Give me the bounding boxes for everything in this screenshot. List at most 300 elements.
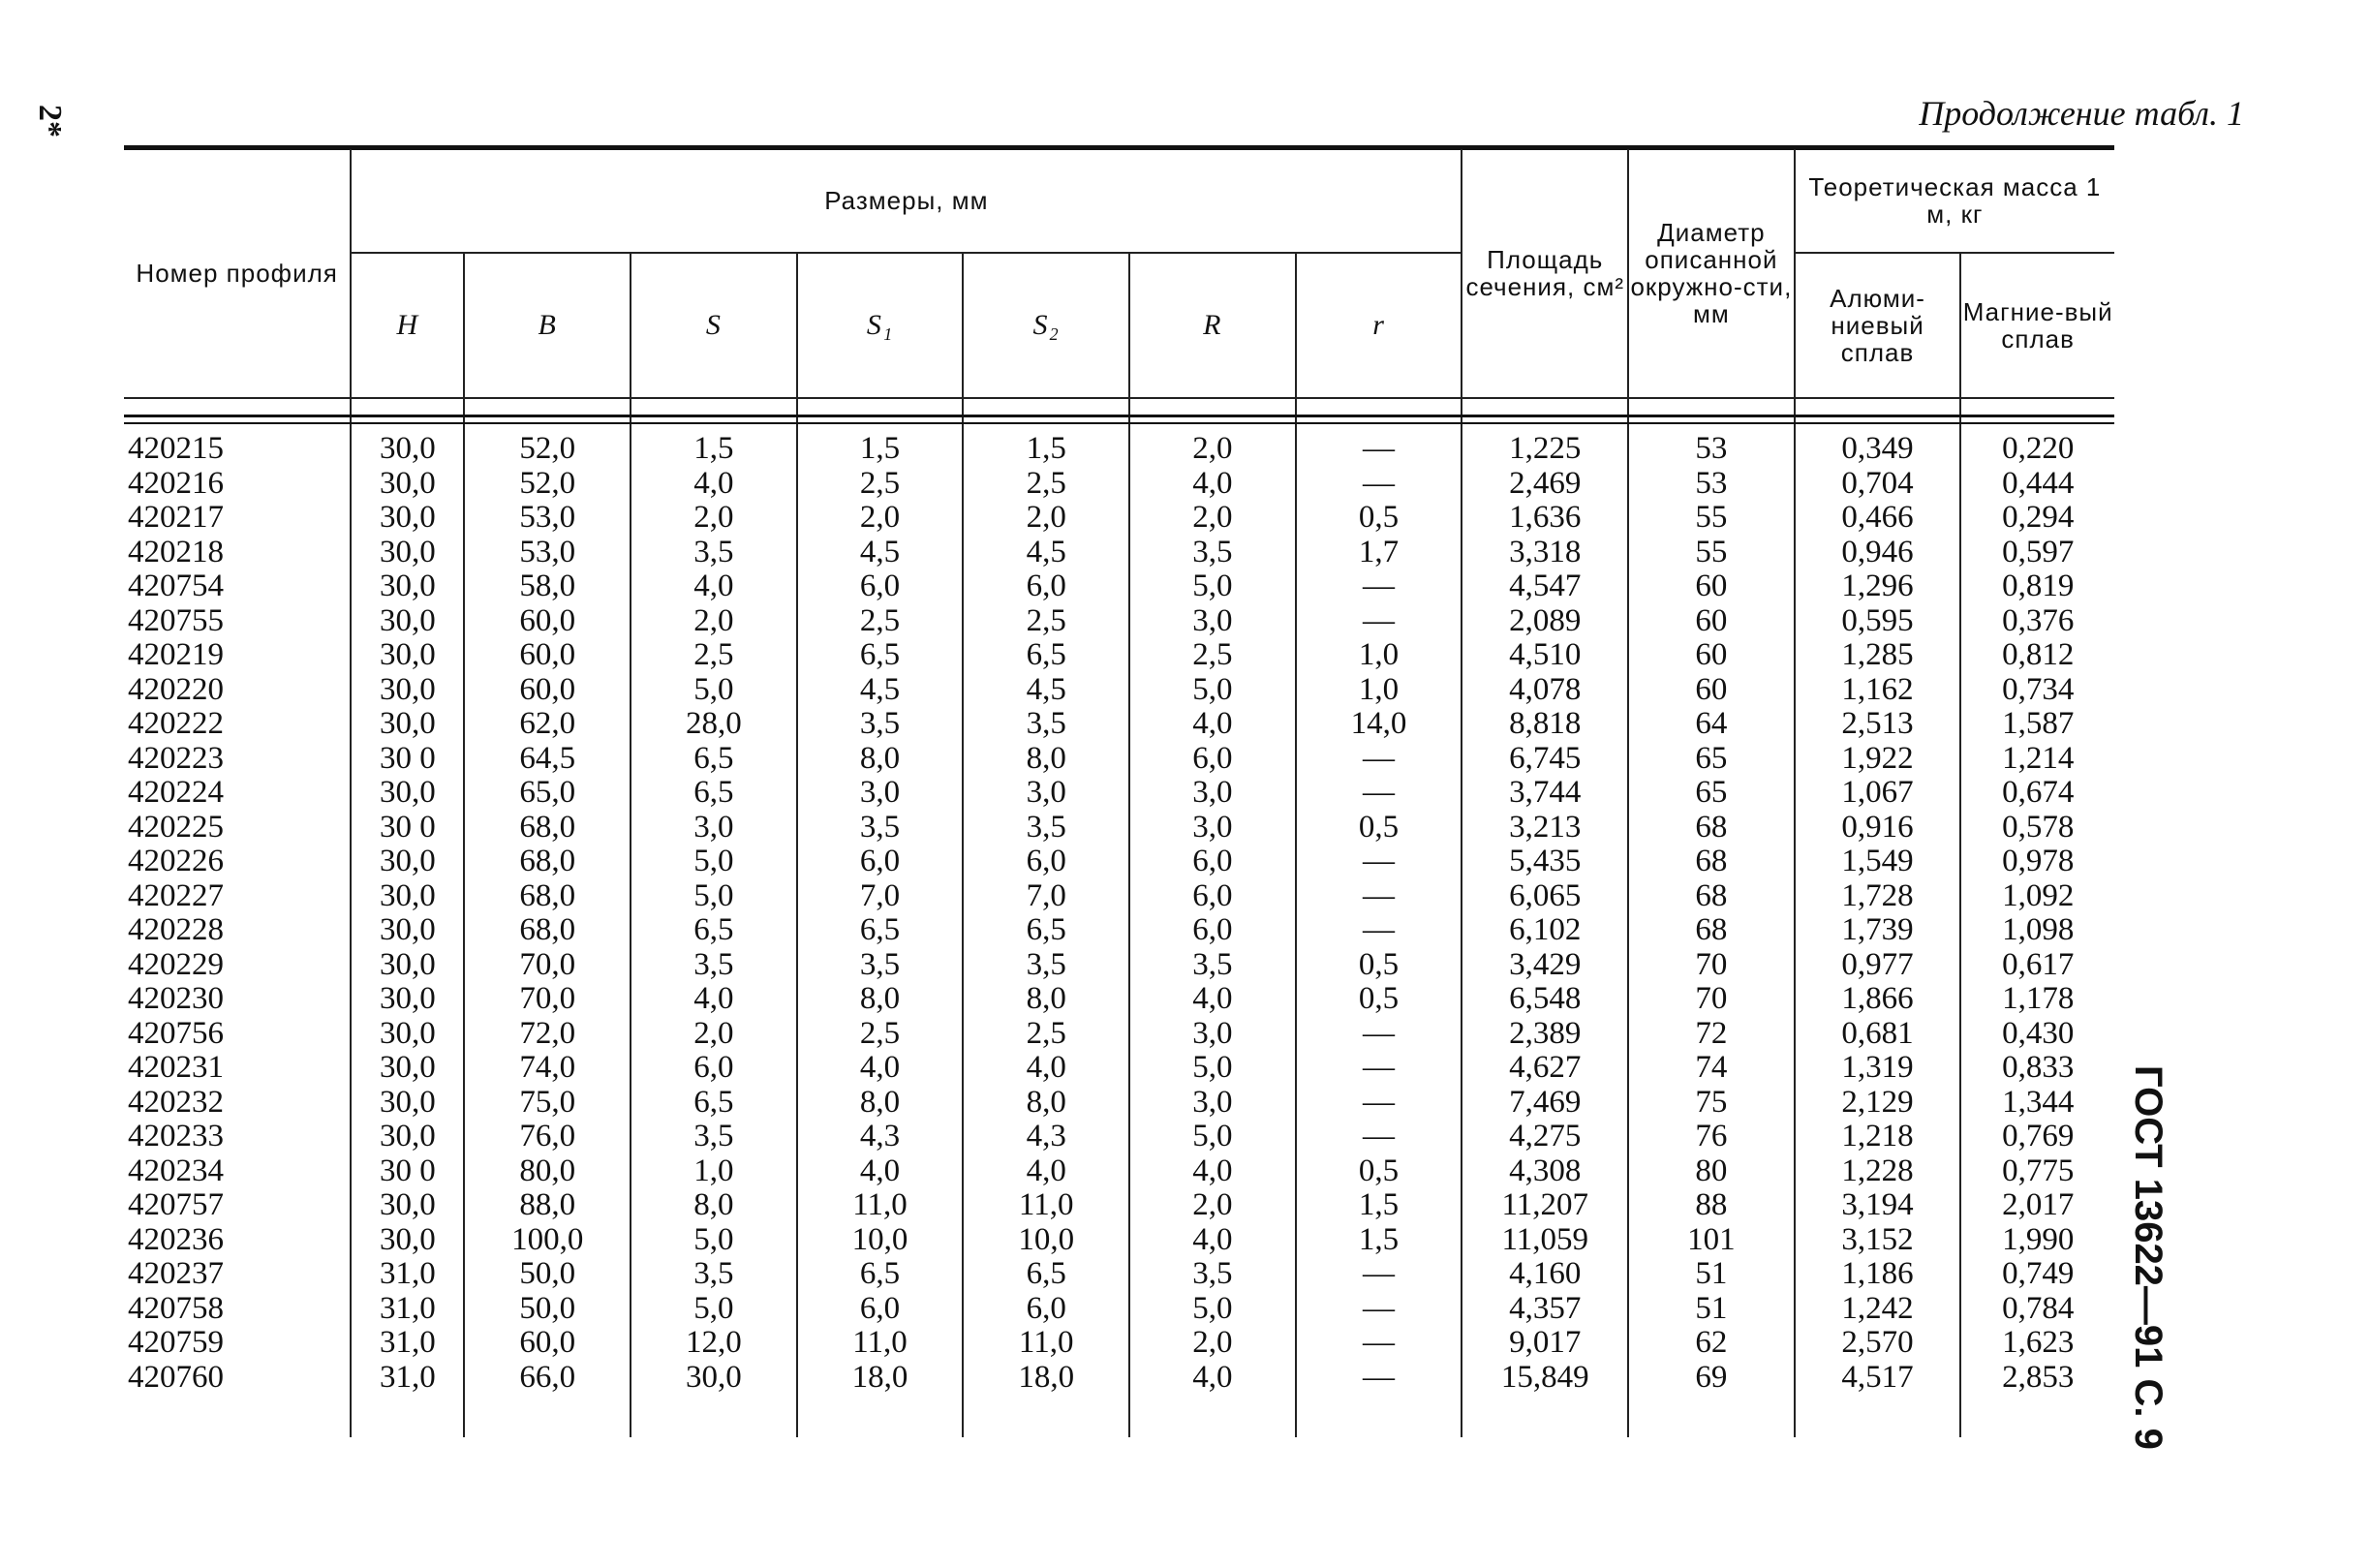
cell-alu: 1,162 (1795, 673, 1961, 708)
cell-profile: 420759 (124, 1326, 351, 1361)
cell-profile: 420224 (124, 776, 351, 811)
cell-S: 5,0 (631, 879, 797, 914)
cell-alu: 2,513 (1795, 707, 1961, 742)
cell-diameter: 70 (1628, 948, 1795, 983)
cell-alu: 2,129 (1795, 1086, 1961, 1121)
cell-R: 4,0 (1129, 707, 1296, 742)
cell-r: 1,5 (1296, 1223, 1462, 1258)
cell-diameter: 76 (1628, 1120, 1795, 1154)
cell-mag: 0,775 (1960, 1154, 2114, 1189)
cell-profile: 420215 (124, 432, 351, 467)
cell-profile: 420216 (124, 467, 351, 502)
cell-S1: 8,0 (797, 742, 964, 777)
cell-alu: 3,152 (1795, 1223, 1961, 1258)
header-diameter: Диаметр описанной окружно-сти, мм (1628, 149, 1795, 398)
cell-B: 60,0 (464, 673, 631, 708)
cell-diameter: 68 (1628, 879, 1795, 914)
cell-R: 4,0 (1129, 982, 1296, 1017)
cell-S2: 4,0 (963, 1154, 1129, 1189)
cell-R: 5,0 (1129, 1292, 1296, 1327)
cell-S2: 18,0 (963, 1361, 1129, 1396)
cell-B: 64,5 (464, 742, 631, 777)
cell-R: 3,5 (1129, 1257, 1296, 1292)
cell-H: 30,0 (351, 1188, 464, 1223)
table-row (124, 707, 2114, 742)
header-mass: Теоретическая масса 1 м, кг (1795, 149, 2114, 253)
cell-r: — (1296, 1292, 1462, 1327)
cell-S1: 8,0 (797, 1086, 964, 1121)
cell-mag: 0,294 (1960, 501, 2114, 536)
cell-r: — (1296, 879, 1462, 914)
cell-B: 62,0 (464, 707, 631, 742)
cell-alu: 0,466 (1795, 501, 1961, 536)
cell-diameter: 53 (1628, 467, 1795, 502)
cell-profile: 420754 (124, 569, 351, 604)
cell-S: 6,5 (631, 913, 797, 948)
cell-S2: 4,5 (963, 673, 1129, 708)
cell-S: 4,0 (631, 569, 797, 604)
cell-R: 4,0 (1129, 467, 1296, 502)
cell-r: 1,7 (1296, 536, 1462, 570)
cell-area: 3,744 (1462, 776, 1628, 811)
cell-B: 50,0 (464, 1292, 631, 1327)
cell-S1: 2,5 (797, 467, 964, 502)
cell-S2: 6,0 (963, 1292, 1129, 1327)
cell-profile: 420756 (124, 1017, 351, 1052)
header-S: S (631, 253, 797, 398)
cell-H: 30,0 (351, 1086, 464, 1121)
cell-mag: 0,376 (1960, 604, 2114, 639)
cell-diameter: 51 (1628, 1257, 1795, 1292)
cell-r: — (1296, 742, 1462, 777)
cell-area: 4,357 (1462, 1292, 1628, 1327)
cell-mag: 1,178 (1960, 982, 2114, 1017)
cell-S2: 3,0 (963, 776, 1129, 811)
cell-S: 6,5 (631, 742, 797, 777)
cell-S: 5,0 (631, 1223, 797, 1258)
table-row (124, 501, 2114, 536)
cell-H: 31,0 (351, 1361, 464, 1396)
cell-S1: 4,0 (797, 1154, 964, 1189)
cell-S2: 8,0 (963, 742, 1129, 777)
cell-profile: 420230 (124, 982, 351, 1017)
table-row (124, 879, 2114, 914)
cell-H: 30 0 (351, 1154, 464, 1189)
table-row (124, 1188, 2114, 1223)
cell-alu: 1,186 (1795, 1257, 1961, 1292)
cell-r: 0,5 (1296, 982, 1462, 1017)
cell-S1: 10,0 (797, 1223, 964, 1258)
cell-H: 31,0 (351, 1257, 464, 1292)
cell-diameter: 60 (1628, 673, 1795, 708)
cell-area: 1,636 (1462, 501, 1628, 536)
cell-area: 4,510 (1462, 638, 1628, 673)
cell-H: 30,0 (351, 845, 464, 879)
cell-R: 5,0 (1129, 1120, 1296, 1154)
cell-mag: 0,784 (1960, 1292, 2114, 1327)
table-row (124, 948, 2114, 983)
cell-B: 60,0 (464, 604, 631, 639)
cell-S1: 3,5 (797, 707, 964, 742)
cell-H: 30,0 (351, 707, 464, 742)
cell-S: 8,0 (631, 1188, 797, 1223)
cell-mag: 1,098 (1960, 913, 2114, 948)
cell-S2: 2,5 (963, 1017, 1129, 1052)
cell-S: 6,0 (631, 1051, 797, 1086)
cell-B: 68,0 (464, 913, 631, 948)
cell-diameter: 60 (1628, 638, 1795, 673)
table-row (124, 776, 2114, 811)
cell-profile: 420219 (124, 638, 351, 673)
table-row (124, 982, 2114, 1017)
cell-alu: 0,681 (1795, 1017, 1961, 1052)
cell-diameter: 101 (1628, 1223, 1795, 1258)
cell-mag: 1,214 (1960, 742, 2114, 777)
cell-S2: 6,5 (963, 1257, 1129, 1292)
cell-area: 6,745 (1462, 742, 1628, 777)
cell-area: 4,627 (1462, 1051, 1628, 1086)
cell-r: — (1296, 1326, 1462, 1361)
cell-diameter: 80 (1628, 1154, 1795, 1189)
cell-H: 31,0 (351, 1292, 464, 1327)
cell-area: 3,213 (1462, 811, 1628, 845)
cell-H: 30,0 (351, 982, 464, 1017)
table-row (124, 742, 2114, 777)
cell-S1: 4,5 (797, 536, 964, 570)
cell-mag: 2,853 (1960, 1361, 2114, 1396)
cell-H: 30,0 (351, 536, 464, 570)
cell-profile: 420225 (124, 811, 351, 845)
cell-mag: 0,812 (1960, 638, 2114, 673)
header-mag: Магние-вый сплав (1960, 253, 2114, 398)
cell-mag: 0,430 (1960, 1017, 2114, 1052)
cell-diameter: 65 (1628, 742, 1795, 777)
cell-alu: 1,296 (1795, 569, 1961, 604)
cell-mag: 1,587 (1960, 707, 2114, 742)
header-dimensions: Размеры, мм (351, 149, 1462, 253)
cell-S2: 2,5 (963, 604, 1129, 639)
header-rule-1 (124, 415, 2114, 417)
cell-diameter: 65 (1628, 776, 1795, 811)
cell-r: 0,5 (1296, 948, 1462, 983)
cell-r: — (1296, 1017, 1462, 1052)
cell-H: 30,0 (351, 467, 464, 502)
cell-H: 30,0 (351, 776, 464, 811)
cell-S2: 4,5 (963, 536, 1129, 570)
cell-R: 4,0 (1129, 1223, 1296, 1258)
cell-S2: 3,5 (963, 707, 1129, 742)
cell-r: 1,0 (1296, 673, 1462, 708)
cell-R: 3,0 (1129, 776, 1296, 811)
header-alu: Алюми-ниевый сплав (1795, 253, 1961, 398)
cell-diameter: 74 (1628, 1051, 1795, 1086)
cell-S: 30,0 (631, 1361, 797, 1396)
cell-area: 1,225 (1462, 432, 1628, 467)
cell-area: 6,548 (1462, 982, 1628, 1017)
cell-mag: 2,017 (1960, 1188, 2114, 1223)
cell-R: 6,0 (1129, 879, 1296, 914)
cell-mag: 1,990 (1960, 1223, 2114, 1258)
cell-S2: 4,0 (963, 1051, 1129, 1086)
cell-profile: 420223 (124, 742, 351, 777)
cell-alu: 1,866 (1795, 982, 1961, 1017)
cell-diameter: 68 (1628, 913, 1795, 948)
cell-B: 53,0 (464, 536, 631, 570)
table-row (124, 673, 2114, 708)
cell-R: 2,5 (1129, 638, 1296, 673)
standard-title: ГОСТ 13622—91 С. 9 (2127, 1065, 2170, 1450)
cell-B: 53,0 (464, 501, 631, 536)
cell-S1: 1,5 (797, 432, 964, 467)
cell-H: 30,0 (351, 638, 464, 673)
cell-B: 68,0 (464, 879, 631, 914)
cell-S: 4,0 (631, 467, 797, 502)
cell-S1: 2,5 (797, 1017, 964, 1052)
cell-diameter: 60 (1628, 569, 1795, 604)
cell-S: 5,0 (631, 845, 797, 879)
cell-R: 2,0 (1129, 1188, 1296, 1223)
cell-alu: 0,916 (1795, 811, 1961, 845)
cell-S2: 4,3 (963, 1120, 1129, 1154)
cell-B: 100,0 (464, 1223, 631, 1258)
cell-B: 50,0 (464, 1257, 631, 1292)
cell-profile: 420229 (124, 948, 351, 983)
cell-diameter: 62 (1628, 1326, 1795, 1361)
cell-mag: 0,674 (1960, 776, 2114, 811)
cell-H: 30,0 (351, 604, 464, 639)
cell-H: 30,0 (351, 569, 464, 604)
cell-alu: 1,067 (1795, 776, 1961, 811)
cell-H: 30 0 (351, 811, 464, 845)
table-body (124, 398, 2114, 1437)
cell-S: 1,5 (631, 432, 797, 467)
cell-mag: 0,769 (1960, 1120, 2114, 1154)
cell-mag: 0,819 (1960, 569, 2114, 604)
cell-S: 2,0 (631, 1017, 797, 1052)
cell-r: — (1296, 432, 1462, 467)
cell-mag: 0,734 (1960, 673, 2114, 708)
cell-r: — (1296, 913, 1462, 948)
cell-S1: 3,5 (797, 948, 964, 983)
cell-S1: 18,0 (797, 1361, 964, 1396)
cell-B: 60,0 (464, 1326, 631, 1361)
cell-B: 72,0 (464, 1017, 631, 1052)
cell-S2: 6,5 (963, 638, 1129, 673)
cell-alu: 1,728 (1795, 879, 1961, 914)
cell-H: 30,0 (351, 1120, 464, 1154)
cell-S1: 6,5 (797, 913, 964, 948)
table-row (124, 569, 2114, 604)
cell-alu: 0,946 (1795, 536, 1961, 570)
cell-S: 3,5 (631, 1120, 797, 1154)
cell-mag: 0,833 (1960, 1051, 2114, 1086)
cell-H: 30,0 (351, 432, 464, 467)
cell-profile: 420227 (124, 879, 351, 914)
cell-S: 5,0 (631, 673, 797, 708)
cell-area: 9,017 (1462, 1326, 1628, 1361)
table-row (124, 432, 2114, 467)
cell-H: 30,0 (351, 948, 464, 983)
cell-profile: 420220 (124, 673, 351, 708)
cell-alu: 4,517 (1795, 1361, 1961, 1396)
cell-S1: 6,0 (797, 1292, 964, 1327)
cell-R: 6,0 (1129, 913, 1296, 948)
cell-alu: 0,977 (1795, 948, 1961, 983)
cell-R: 5,0 (1129, 673, 1296, 708)
cell-area: 3,429 (1462, 948, 1628, 983)
cell-S: 2,0 (631, 501, 797, 536)
cell-r: — (1296, 569, 1462, 604)
header-H: H (351, 253, 464, 398)
cell-R: 3,0 (1129, 811, 1296, 845)
cell-area: 7,469 (1462, 1086, 1628, 1121)
cell-diameter: 68 (1628, 845, 1795, 879)
cell-B: 52,0 (464, 467, 631, 502)
cell-S2: 8,0 (963, 982, 1129, 1017)
cell-alu: 1,218 (1795, 1120, 1961, 1154)
cell-diameter: 88 (1628, 1188, 1795, 1223)
table-row (124, 1361, 2114, 1396)
cell-S: 2,0 (631, 604, 797, 639)
cell-R: 3,0 (1129, 604, 1296, 639)
cell-r: — (1296, 1361, 1462, 1396)
cell-r: — (1296, 845, 1462, 879)
header-profile: Номер профиля (124, 149, 351, 398)
cell-S: 12,0 (631, 1326, 797, 1361)
cell-S1: 4,5 (797, 673, 964, 708)
cell-S2: 10,0 (963, 1223, 1129, 1258)
cell-profile: 420231 (124, 1051, 351, 1086)
cell-alu: 1,739 (1795, 913, 1961, 948)
cell-profile: 420237 (124, 1257, 351, 1292)
cell-profile: 420236 (124, 1223, 351, 1258)
cell-B: 70,0 (464, 948, 631, 983)
cell-H: 31,0 (351, 1326, 464, 1361)
cell-B: 70,0 (464, 982, 631, 1017)
cell-B: 58,0 (464, 569, 631, 604)
cell-S1: 11,0 (797, 1188, 964, 1223)
cell-area: 4,275 (1462, 1120, 1628, 1154)
cell-area: 8,818 (1462, 707, 1628, 742)
cell-S: 3,0 (631, 811, 797, 845)
table-row (124, 1120, 2114, 1154)
cell-profile: 420217 (124, 501, 351, 536)
cell-R: 3,0 (1129, 1086, 1296, 1121)
table-row (124, 1017, 2114, 1052)
cell-r: — (1296, 1120, 1462, 1154)
cell-B: 60,0 (464, 638, 631, 673)
cell-S2: 6,5 (963, 913, 1129, 948)
cell-profile: 420234 (124, 1154, 351, 1189)
continuation-caption: Продолжение табл. 1 (1919, 94, 2244, 133)
cell-alu: 3,194 (1795, 1188, 1961, 1223)
cell-r: — (1296, 467, 1462, 502)
cell-B: 68,0 (464, 811, 631, 845)
cell-diameter: 68 (1628, 811, 1795, 845)
cell-H: 30,0 (351, 1051, 464, 1086)
cell-R: 3,5 (1129, 948, 1296, 983)
header-B: B (464, 253, 631, 398)
cell-alu: 1,922 (1795, 742, 1961, 777)
cell-profile: 420218 (124, 536, 351, 570)
cell-S2: 1,5 (963, 432, 1129, 467)
header-S2: S₂ (963, 253, 1129, 398)
cell-area: 4,160 (1462, 1257, 1628, 1292)
cell-S1: 11,0 (797, 1326, 964, 1361)
cell-area: 6,065 (1462, 879, 1628, 914)
cell-diameter: 69 (1628, 1361, 1795, 1396)
cell-S1: 2,0 (797, 501, 964, 536)
cell-B: 75,0 (464, 1086, 631, 1121)
cell-S1: 2,5 (797, 604, 964, 639)
cell-R: 3,5 (1129, 536, 1296, 570)
cell-R: 4,0 (1129, 1154, 1296, 1189)
cell-S1: 6,5 (797, 1257, 964, 1292)
cell-S: 6,5 (631, 1086, 797, 1121)
cell-S1: 7,0 (797, 879, 964, 914)
cell-r: 14,0 (1296, 707, 1462, 742)
cell-S: 4,0 (631, 982, 797, 1017)
cell-mag: 1,623 (1960, 1326, 2114, 1361)
table-row (124, 638, 2114, 673)
cell-S: 2,5 (631, 638, 797, 673)
table-row (124, 1051, 2114, 1086)
cell-alu: 1,228 (1795, 1154, 1961, 1189)
cell-R: 2,0 (1129, 1326, 1296, 1361)
table-row (124, 845, 2114, 879)
cell-S: 5,0 (631, 1292, 797, 1327)
cell-H: 30,0 (351, 1223, 464, 1258)
cell-H: 30,0 (351, 879, 464, 914)
cell-alu: 1,285 (1795, 638, 1961, 673)
cell-profile: 420758 (124, 1292, 351, 1327)
cell-H: 30,0 (351, 1017, 464, 1052)
cell-B: 68,0 (464, 845, 631, 879)
cell-diameter: 60 (1628, 604, 1795, 639)
cell-r: — (1296, 1257, 1462, 1292)
cell-area: 11,059 (1462, 1223, 1628, 1258)
cell-H: 30,0 (351, 501, 464, 536)
table-row (124, 1292, 2114, 1327)
cell-profile: 420233 (124, 1120, 351, 1154)
cell-area: 5,435 (1462, 845, 1628, 879)
table-row (124, 913, 2114, 948)
cell-profile: 420760 (124, 1361, 351, 1396)
cell-S1: 6,0 (797, 845, 964, 879)
cell-alu: 0,595 (1795, 604, 1961, 639)
cell-S2: 7,0 (963, 879, 1129, 914)
header-r: r (1296, 253, 1462, 398)
cell-mag: 1,092 (1960, 879, 2114, 914)
cell-R: 6,0 (1129, 845, 1296, 879)
cell-S1: 6,5 (797, 638, 964, 673)
cell-mag: 0,597 (1960, 536, 2114, 570)
cell-B: 74,0 (464, 1051, 631, 1086)
cell-mag: 0,749 (1960, 1257, 2114, 1292)
cell-S: 3,5 (631, 1257, 797, 1292)
table-row (124, 1154, 2114, 1189)
cell-area: 4,547 (1462, 569, 1628, 604)
cell-S1: 4,3 (797, 1120, 964, 1154)
cell-r: 1,0 (1296, 638, 1462, 673)
cell-area: 11,207 (1462, 1188, 1628, 1223)
cell-H: 30 0 (351, 742, 464, 777)
cell-S1: 3,0 (797, 776, 964, 811)
cell-R: 2,0 (1129, 432, 1296, 467)
cell-S2: 6,0 (963, 569, 1129, 604)
header-area: Площадь сечения, см² (1462, 149, 1628, 398)
cell-S: 6,5 (631, 776, 797, 811)
